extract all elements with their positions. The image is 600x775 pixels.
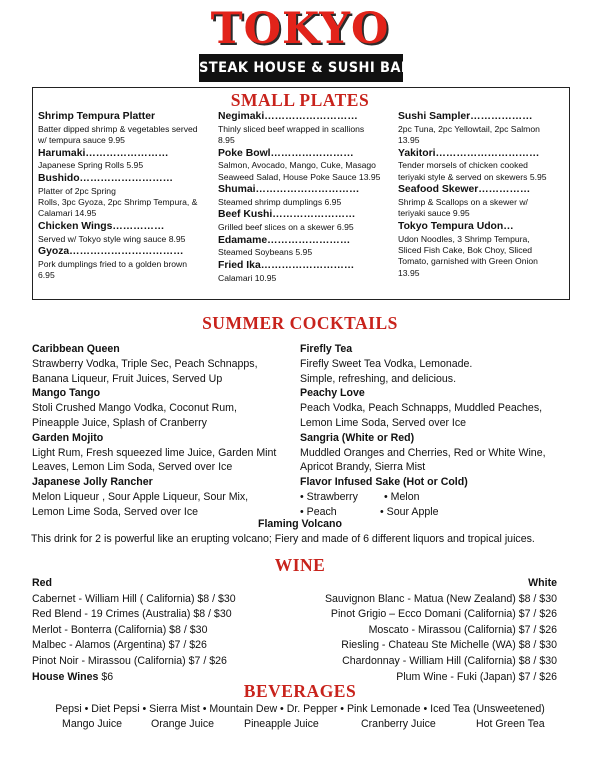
cocktail-desc: Muddled Oranges and Cherries, Red or White Wine, Apricot Brandy, Sierra Mist [300,446,546,474]
cocktail-desc: Firefly Sweet Tea Vodka, Lemonade. Simple, refreshing, and delicious. [300,357,473,385]
item-desc: Served w/ Tokyo style wing sauce 8.95 [38,233,186,244]
cocktails-right-column [300,342,580,520]
item-name: Chicken Wings…………… [38,220,165,232]
item-name: Gyoza…………………………… [38,246,184,258]
wine-item: Cabernet - William Hill ( California) $8 / $30 [32,592,236,605]
item-desc: Calamari 10.95 [218,272,277,283]
cocktail-item [32,431,297,475]
juice-item: Hot Green Tea [476,718,545,730]
item-desc: Batter dipped shrimp & vegetables served w/ tempura sauce 9.95 [38,123,198,146]
item-name: Sushi Sampler……………… [398,111,533,122]
item-desc: Pork dumplings fried to a golden brown 6.95 [38,258,188,281]
sake-flavor: • Strawberry [300,490,358,503]
wine-item: Pinot Grigio – Ecco Domani (California) $7 / $26 [330,608,557,621]
small-plates-column-2 [218,110,393,284]
house-wines-label: House Wines [32,670,99,683]
item-name: Negimaki……………………… [218,111,358,122]
item-desc: Shrimp & Scallops on a skewer w/ teriyaki sauce 9.95 [398,197,528,219]
item-desc: Udon Noodles, 3 Shrimp Tempura, Sliced Fish Cake, Bok Choy, Sliced Tomato, garnished with Green Onion 13.95 [398,233,538,278]
item-desc: 2pc Tuna, 2pc Yellowtail, 2pc Salmon 13.95 [398,123,540,146]
white-wine-list [325,576,557,685]
cocktail-item [32,342,297,386]
menu-item [218,208,393,233]
wine-item: Plum Wine - Fuki (Japan) $7 / $26 [396,670,557,683]
item-desc: Steamed Soybeans 5.95 [218,247,313,258]
cocktail-name: Sangria (White or Red) [300,431,415,444]
cocktail-desc: Stoli Crushed Mango Vodka, Coconut Rum, Pineapple Juice, Splash of Cranberry [32,402,237,429]
menu-item [38,147,213,172]
menu-item [218,259,393,284]
cocktail-item [300,475,580,490]
item-desc: Platter of 2pc Spring Rolls, 3pc Gyoza, 2pc Shrimp Tempura, & Calamari 14.95 [38,185,198,219]
sake-flavor: • Melon [384,490,420,503]
cocktail-name: Flavor Infused Sake (Hot or Cold) [300,476,468,489]
cocktail-name: Peachy Love [300,387,365,400]
sake-flavor: • Peach [300,505,337,518]
menu-item [398,147,568,184]
beverages-title: BEVERAGES [243,681,357,701]
menu-item [38,172,213,220]
cocktail-desc: Melon Liqueur , Sour Apple Liqueur, Sour Mix, Lemon Lime Soda, Served over Ice [32,490,249,518]
sodas-line: Pepsi • Diet Pepsi • Sierra Mist • Mountain Dew • Dr. Pepper • Pink Lemonade • Iced Tea (Unsweetened) [55,703,545,715]
cocktail-desc: Peach Vodka, Peach Schnapps, Muddled Peaches, Lemon Lime Soda, Served over Ice [300,402,543,429]
juice-item: Orange Juice [151,718,215,730]
sake-flavors-row-1 [300,490,580,505]
item-desc: Japanese Spring Rolls 5.95 [38,160,144,171]
item-name: Poke Bowl…………………… [218,147,354,159]
cocktail-desc: Light Rum, Fresh squeezed lime Juice, Garden Mint Leaves, Lemon Lim Soda, Served over Ice [32,446,277,474]
menu-item [38,220,213,245]
item-name: Shumai………………………… [218,184,360,196]
item-name: Yakitori………………………… [398,147,540,159]
white-label: White [528,577,557,589]
item-name: Seafood Skewer…………… [398,184,531,196]
logo-title: TOKYO [210,4,390,54]
cocktail-name: Garden Mojito [32,431,104,444]
item-name: Fried Ika……………………… [218,259,355,271]
red-label: Red [32,577,53,589]
cocktails-title: SUMMER COCKTAILS [202,313,398,333]
item-name: Beef Kushi…………………… [218,209,356,221]
small-plates-column-3 [398,110,568,279]
item-name: Tokyo Tempura Udon… [398,220,514,232]
juice-item: Cranberry Juice [361,718,436,730]
wine-item: Moscato - Mirassou (California) $7 / $26 [368,623,557,636]
juice-item: Pineapple Juice [244,718,319,730]
small-plates-column-1 [38,110,213,282]
cocktail-name: Mango Tango [32,387,101,400]
menu-item [218,234,393,259]
wine-item: Malbec - Alamos (Argentina) $7 / $26 [32,639,207,652]
cocktail-name: Firefly Tea [300,343,353,355]
red-wine-list [32,576,236,685]
item-desc: Steamed shrimp dumplings 6.95 [218,197,342,208]
sake-flavor: • Sour Apple [380,505,439,518]
item-desc: Tender morsels of chicken cooked teriyaki style & served on skewers 5.95 [398,160,547,182]
wine-item: Riesling - Chateau Ste Michelle (WA) $8 / $30 [341,639,557,652]
menu-item [38,245,213,282]
juice-item: Mango Juice [62,718,123,730]
wine-item: Sauvignon Blanc - Matua (New Zealand) $8 / $30 [324,592,557,605]
item-name: Harumaki…………………… [38,147,169,159]
cocktail-item [300,386,580,430]
small-plates-title: SMALL PLATES [230,90,370,110]
item-desc: Grilled beef slices on a skewer 6.95 [218,222,354,233]
volcano-desc: This drink for 2 is powerful like an erupting volcano; Fiery and made of 6 different liquors and tropical juices. [31,533,535,545]
menu-item [398,183,568,220]
wine-item: Merlot - Bonterra (California) $8 / $30 [32,623,208,636]
cocktail-desc: Strawberry Vodka, Triple Sec, Peach Schnapps, Banana Liqueur, Fruit Juices, Served Up [32,357,258,385]
menu-item [218,110,393,147]
cocktail-item [32,475,297,519]
cocktail-item [300,431,580,475]
wine-title: WINE [274,555,326,575]
cocktail-item [300,342,580,386]
volcano-name: Flaming Volcano [258,518,342,530]
house-wines-price: $6 [101,670,114,683]
item-name: Shrimp Tempura Platter [38,111,156,122]
menu-item [218,183,393,208]
cocktails-left-column [32,342,297,520]
wine-item: Pinot Noir - Mirassou (California) $7 / $26 [32,654,227,667]
cocktail-item [32,386,297,430]
item-desc: Salmon, Avocado, Mango, Cuke, Masago Seaweed Salad, House Poke Sauce 13.95 [218,160,381,182]
item-name: Edamame…………………… [218,234,351,246]
menu-item [38,110,213,147]
logo-subtitle: STEAK HOUSE & SUSHI BAR [199,54,403,82]
wine-item: Chardonnay - William Hill (California) $8 / $30 [342,654,557,667]
menu-item [218,147,393,184]
cocktail-name: Caribbean Queen [32,343,120,355]
cocktail-name: Japanese Jolly Rancher [32,476,153,489]
menu-item [398,220,568,279]
item-desc: Thinly sliced beef wrapped in scallions 8.95 [218,123,365,146]
item-name: Bushido……………………… [38,172,174,184]
menu-item [398,110,568,147]
wine-item: Red Blend - 19 Crimes (Australia) $8 / $30 [32,608,232,621]
